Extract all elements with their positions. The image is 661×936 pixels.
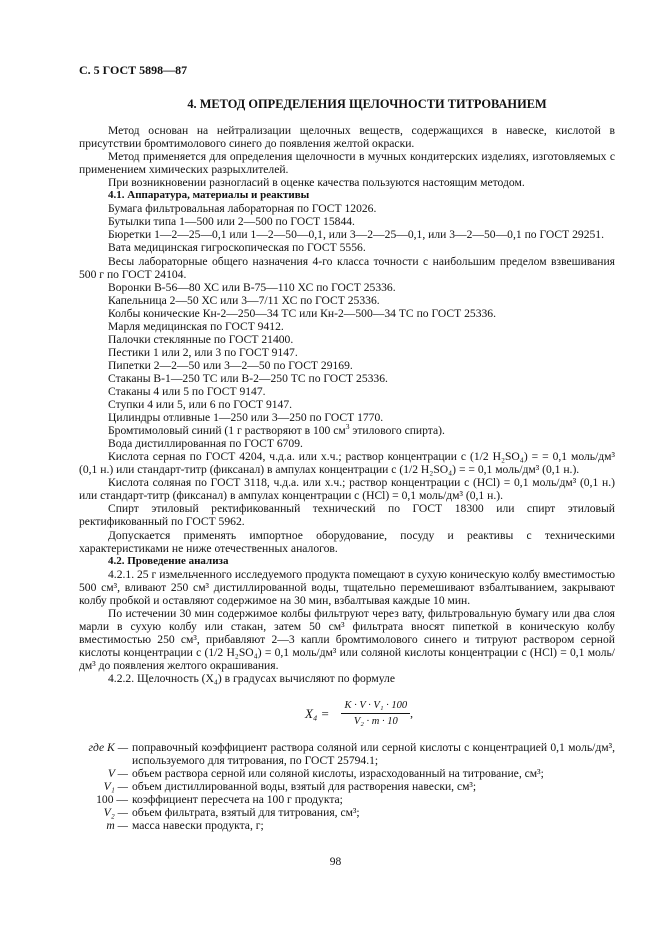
legend-row bbox=[79, 793, 615, 806]
formula-numerator: K · V · V₁ · 100 bbox=[341, 699, 410, 714]
legend-symbol: m — bbox=[106, 819, 128, 833]
legend-text: объем раствора серной или соляной кислоты, израсходованный на титрование, см³; bbox=[132, 767, 544, 781]
legend-row bbox=[79, 780, 615, 793]
import-note: Допускается применять импортное оборудование, посуду и реактивы с техническими характеристиками не ниже отечественных аналогов. bbox=[79, 528, 615, 555]
equipment-item: Бутылки типа 1—500 или 2—500 по ГОСТ 15844. bbox=[108, 215, 355, 229]
legend-row bbox=[79, 741, 615, 767]
equipment-item: Бумага фильтровальная лабораторная по ГОСТ 12026. bbox=[108, 202, 377, 216]
equipment-item: Палочки стеклянные по ГОСТ 21400. bbox=[108, 332, 294, 346]
equipment-item: Пипетки 2—2—50 или 3—2—50 по ГОСТ 29169. bbox=[108, 358, 353, 372]
document-page bbox=[79, 64, 615, 832]
reagent-ethanol: Спирт этиловый ректификованный технический по ГОСТ 18300 или спирт этиловый ректификованный по ГОСТ 5962. bbox=[79, 502, 615, 529]
legend-text: объем фильтрата, взятый для титрования, см³; bbox=[132, 806, 360, 820]
equipment-item: Воронки В-56—80 ХС или В-75—110 ХС по ГОСТ 25336. bbox=[108, 280, 396, 294]
legend-text: объем дистиллированной воды, взятый для растворения навески, см³; bbox=[132, 780, 477, 794]
formula-trailing-comma: , bbox=[410, 706, 414, 720]
legend-symbol: 100 — bbox=[96, 793, 128, 807]
legend-text: масса навески продукта, г; bbox=[132, 819, 264, 833]
legend-row bbox=[79, 767, 615, 780]
legend-text: поправочный коэффициент раствора соляной или серной кислоты с концентрацией 0,1 моль/дм³, используемого для титрования, по ГОСТ 25794.1; bbox=[132, 741, 615, 768]
legend-symbol: V₂ — bbox=[103, 806, 128, 820]
equipment-item: Весы лабораторные общего назначения 4-го класса точности с наибольшим пределом взвешивания 500 г по ГОСТ 24104. bbox=[79, 254, 615, 281]
intro-paragraph: При возникновении разногласий в оценке качества пользуются настоящим методом. bbox=[108, 176, 525, 190]
step-filtration: По истечении 30 мин содержимое колбы фильтруют через вату, фильтровальную бумагу или два слоя марли в сухую колбу или стакан, затем 50 см³ фильтрата вносят пипеткой в коническую колбу вместимостью 250 см³, прибавляют 2—3 капли бромтимолового синего и титруют раствором серной кислоты концентрации c (1/2 H₂SO₄) = 0,1 моль/дм³ или соляной кислоты концентрации c (HCl) = 0,1 моль/дм³ до появления желтого окрашивания. bbox=[79, 606, 615, 672]
intro-paragraph: Метод основан на нейтрализации щелочных веществ, содержащихся в навеске, кислотой в присутствии бромтимолового синего до появления желтой окраски. bbox=[79, 124, 615, 151]
legend-row bbox=[79, 806, 615, 819]
step-4-2-2: 4.2.2. Щелочность (X₄) в градусах вычисляют по формуле bbox=[108, 672, 395, 686]
equipment-item: Цилиндры отливные 1—250 или 3—250 по ГОСТ 1770. bbox=[108, 411, 384, 425]
running-header: С. 5 ГОСТ 5898—87 bbox=[79, 63, 188, 77]
step-4-2-1: 4.2.1. 25 г измельченного исследуемого продукта помещают в сухую коническую колбу вместимостью 500 см³, вливают 250 см³ дистиллированной воды, тщательно перемешивают взбалтыванием, закрывают колбу пробкой и оставляют содержимое на 30 мин, взбалтывая каждые 10 мин. bbox=[79, 567, 615, 607]
reagent-water: Вода дистиллированная по ГОСТ 6709. bbox=[108, 437, 303, 451]
equipment-item: Вата медицинская гигроскопическая по ГОСТ 5556. bbox=[108, 241, 366, 255]
reagent-sulfuric-acid: Кислота серная по ГОСТ 4204, ч.д.а. или х.ч.; раствор концентрации c (1/2 H₂SO₄) = = 0,1 моль/дм³ (0,1 н.) или стандарт-титр (фиксанал) в ампулах концентрации c (1/2 H₂SO₄) = = 0,1 моль/дм³ (0,1 н.). bbox=[79, 450, 615, 477]
subsection-heading-4-1: 4.1. Аппаратура, материалы и реактивы bbox=[108, 189, 310, 202]
equipment-item: Колбы конические Кн-2—250—34 ТС или Кн-2—500—34 ТС по ГОСТ 25336. bbox=[108, 306, 496, 320]
equipment-item: Капельница 2—50 ХС или 3—7/11 ХС по ГОСТ 25336. bbox=[108, 293, 380, 307]
equipment-item: Стаканы 4 или 5 по ГОСТ 9147. bbox=[108, 384, 266, 398]
formula-lhs: X₄ = bbox=[304, 705, 330, 721]
equipment-item: Пестики 1 или 2, или 3 по ГОСТ 9147. bbox=[108, 345, 298, 359]
reagent-bromthymol: Бромтимоловый синий (1 г растворяют в 100 $см^3$ этилового спирта). bbox=[108, 422, 445, 438]
intro-paragraph: Метод применяется для определения щелочности в мучных кондитерских изделиях, изготовляемых с применением химических разрыхлителей. bbox=[79, 150, 615, 177]
formula-legend bbox=[79, 741, 615, 832]
equipment-item: Ступки 4 или 5, или 6 по ГОСТ 9147. bbox=[108, 398, 293, 412]
subsection-heading-4-2: 4.2. Проведение анализа bbox=[108, 554, 229, 567]
legend-text: коэффициент пересчета на 100 г продукта; bbox=[132, 793, 343, 807]
legend-symbol: где K — bbox=[88, 741, 128, 755]
equipment-item: Марля медицинская по ГОСТ 9412. bbox=[108, 319, 284, 333]
legend-row bbox=[79, 819, 615, 832]
page-number: 98 bbox=[329, 856, 342, 868]
formula-denominator: V₂ · m · 10 bbox=[353, 715, 398, 727]
legend-symbol: V₁ — bbox=[103, 780, 128, 794]
legend-symbol: V — bbox=[107, 767, 128, 781]
equipment-item: Стаканы В-1—250 ТС или В-2—250 ТС по ГОСТ 25336. bbox=[108, 371, 388, 385]
section-title: 4. МЕТОД ОПРЕДЕЛЕНИЯ ЩЕЛОЧНОСТИ ТИТРОВАНИЕМ bbox=[187, 97, 547, 111]
equipment-item: Бюретки 1—2—25—0,1 или 1—2—50—0,1, или 3—2—25—0,1, или 3—2—50—0,1 по ГОСТ 29251. bbox=[108, 228, 605, 242]
reagent-hydrochloric-acid: Кислота соляная по ГОСТ 3118, ч.д.а. или х.ч.; раствор концентрации c (HCl) = 0,1 моль/дм³ (0,1 н.) или стандарт-титр (фиксанал) в ампулах концентрации c (HCl) = 0,1 моль/дм³ (0,1 н.). bbox=[79, 476, 615, 503]
formula-fraction bbox=[341, 699, 410, 728]
alkalinity-formula bbox=[79, 691, 615, 735]
